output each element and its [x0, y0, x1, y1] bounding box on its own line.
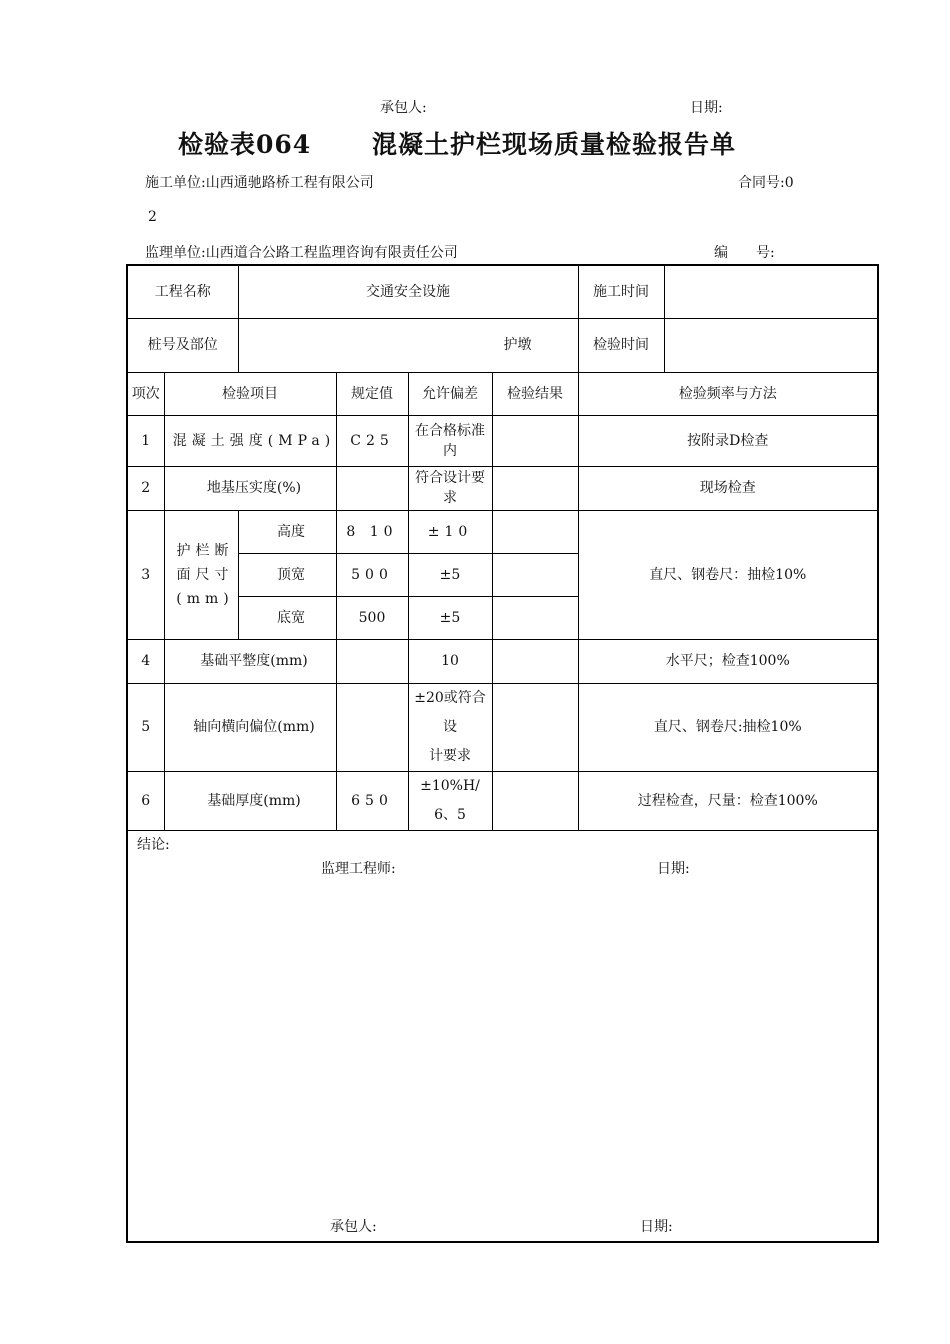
footer-contractor-label: 承包人:: [330, 1219, 377, 1235]
subrow-spec: 8 10: [336, 510, 408, 553]
row-method: 按附录D检查: [578, 415, 878, 466]
conclusion-date-label: 日期:: [657, 860, 690, 877]
row-spec: [336, 466, 408, 510]
row-method: 过程检查，尺量：检查100%: [578, 771, 878, 830]
row-result: [492, 415, 578, 466]
subrow-tolerance: ±5: [408, 596, 492, 639]
conclusion-row: [127, 830, 878, 1242]
inspection-form-table: [126, 264, 879, 1243]
row-no: 1: [127, 415, 164, 466]
construction-time-label: 施工时间: [578, 265, 664, 318]
row-tolerance: 符合设计要求: [408, 466, 492, 510]
col-header-spec: 规定值: [336, 372, 408, 415]
subrow-name: 高度: [238, 510, 336, 553]
project-name-label: 工程名称: [127, 265, 238, 318]
row-item: 基础平整度(mm): [164, 639, 336, 683]
subrow-result: [492, 510, 578, 553]
subrow-tolerance: ±5: [408, 553, 492, 596]
contract-number-label: 合同号:0: [738, 175, 794, 191]
tolerance-line-2: 计要求: [429, 747, 471, 764]
footer-date-label: 日期:: [640, 1219, 673, 1235]
subrow-tolerance: ±10: [408, 510, 492, 553]
row-tolerance: [408, 771, 492, 830]
row-method: 直尺、钢卷尺：抽检10%: [578, 510, 878, 639]
row-item: 地基压实度(%): [164, 466, 336, 510]
row-result: [492, 466, 578, 510]
project-name-value: 交通安全设施: [238, 265, 578, 318]
station-value: 护墩: [238, 318, 578, 372]
engineer-label: 监理工程师:: [321, 860, 396, 877]
row-method: 水平尺；检查100%: [578, 639, 878, 683]
tolerance-line-1: ±20或符合设: [414, 689, 486, 735]
subrow-result: [492, 596, 578, 639]
row-no: 2: [127, 466, 164, 510]
row-item: 护栏断面尺寸(mm): [164, 510, 238, 639]
construction-unit: 施工单位:山西通驰路桥工程有限公司: [145, 175, 374, 191]
row-result: [492, 639, 578, 683]
row-spec: C25: [336, 415, 408, 466]
row-item: 基础厚度(mm): [164, 771, 336, 830]
table-row: [127, 510, 878, 553]
contract-number-wrap: 2: [148, 209, 157, 225]
col-header-result: 检验结果: [492, 372, 578, 415]
title-code: 检验表064: [178, 130, 312, 159]
column-header-row: [127, 372, 878, 415]
subrow-spec: 500: [336, 596, 408, 639]
row-result: [492, 683, 578, 771]
row-no: 3: [127, 510, 164, 639]
subrow-name: 顶宽: [238, 553, 336, 596]
row-item: 混凝土强度(MPa): [164, 415, 336, 466]
row-spec: 650: [336, 771, 408, 830]
subrow-name: 底宽: [238, 596, 336, 639]
row-result: [492, 771, 578, 830]
station-label: 桩号及部位: [127, 318, 238, 372]
header-date-label: 日期:: [690, 100, 723, 116]
info-row-project: [127, 265, 878, 318]
row-tolerance: 在合格标准内: [408, 415, 492, 466]
subrow-result: [492, 553, 578, 596]
row-item: 轴向横向偏位(mm): [164, 683, 336, 771]
row-method: 直尺、钢卷尺:抽检10%: [578, 683, 878, 771]
table-row: [127, 415, 878, 466]
table-row: [127, 683, 878, 771]
header-contractor-label: 承包人:: [380, 100, 427, 116]
table-row: [127, 771, 878, 830]
col-header-method: 检验频率与方法: [578, 372, 878, 415]
row-no: 5: [127, 683, 164, 771]
row-spec: [336, 683, 408, 771]
construction-time-value: [664, 265, 878, 318]
info-row-station: [127, 318, 878, 372]
page-title: 混凝土护栏现场质量检验报告单: [372, 130, 737, 159]
col-header-item: 检验项目: [164, 372, 336, 415]
table-row: [127, 466, 878, 510]
row-method: 现场检查: [578, 466, 878, 510]
conclusion-label: 结论:: [137, 836, 170, 853]
serial-number-label: 编 号:: [714, 245, 775, 261]
supervision-unit: 监理单位:山西道合公路工程监理咨询有限责任公司: [145, 245, 458, 261]
col-header-no: 项次: [127, 372, 164, 415]
row-spec: [336, 639, 408, 683]
subrow-spec: 500: [336, 553, 408, 596]
tolerance-line-1: ±10%H/: [420, 777, 480, 794]
conclusion-cell: [127, 830, 878, 1242]
col-header-tolerance: 允许偏差: [408, 372, 492, 415]
inspection-time-value: [664, 318, 878, 372]
row-no: 6: [127, 771, 164, 830]
row-no: 4: [127, 639, 164, 683]
table-row: [127, 639, 878, 683]
inspection-time-label: 检验时间: [578, 318, 664, 372]
row-tolerance: [408, 683, 492, 771]
row-tolerance: 10: [408, 639, 492, 683]
tolerance-line-2: 6、5: [434, 806, 466, 823]
